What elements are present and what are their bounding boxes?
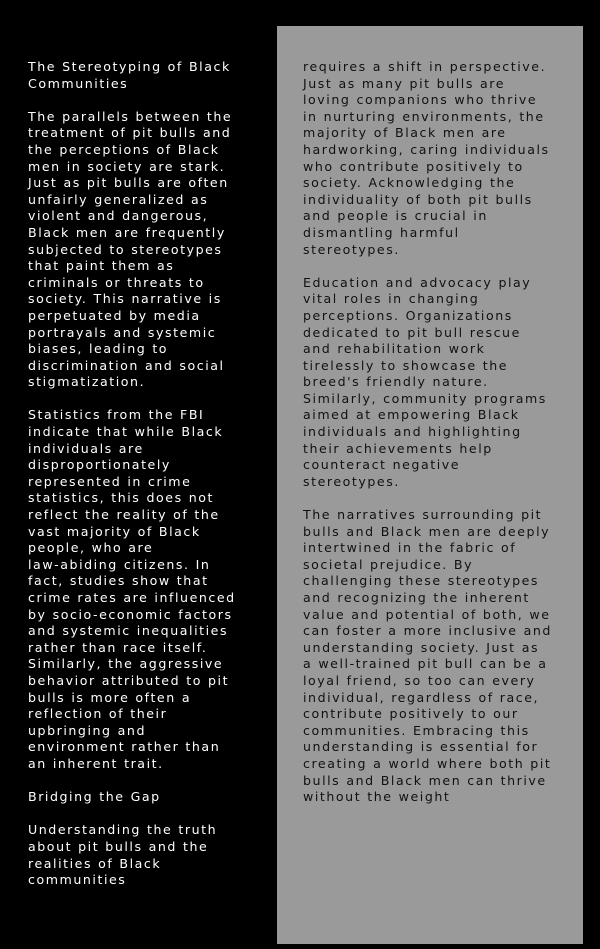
paragraph-parallels: The parallels between the treatment of pit bulls and the perceptions of Black men in society are stark. Just as pit bulls are often unfairly generalized as violent and dangerous, Black men are frequently subjected to stereotypes that paint them as criminals or threats to society. This narrative is perpetuated by media portrayals and systemic biases, leading to discrimination and social stigmatization.: [28, 108, 233, 390]
left-column: [28, 59, 268, 905]
paragraph-understanding: Understanding the truth about pit bulls and the realities of Black communities: [28, 822, 218, 888]
right-column: [303, 59, 586, 822]
paragraph-shift-in-perspective: requires a shift in perspective. Just as many pit bulls are loving companions who thrive in nurturing environments, the majority of Black men are hardworking, caring individuals who contribute positively to society. Acknowledging the individuality of both pit bulls and people is crucial in dismantling harmful stereotypes.: [303, 59, 550, 257]
section-heading-bridging-the-gap: Bridging the Gap: [28, 789, 161, 805]
paragraph-narratives: The narratives surrounding pit bulls and Black men are deeply intertwined in the fabric of societal prejudice. By challenging these stereotypes and recognizing the inherent value and potential of both, we can foster a more inclusive and understanding society. Just as a well-trained pit bull can be a loyal friend, so too can every individual, regardless of race, contribute positively to our communities. Embracing this understanding is essential for creating a world where both pit bulls and Black men can thrive without the weight: [303, 507, 552, 805]
paragraph-education-advocacy: Education and advocacy play vital roles in changing perceptions. Organizations dedicated to pit bull rescue and rehabilitation work tirelessly to showcase the breed's friendly nature. Similarly, community programs aimed at empowering Black individuals and highlighting their achievements help counteract negative stereotypes.: [303, 274, 547, 489]
paragraph-statistics: Statistics from the FBI indicate that while Black individuals are disproportionately represented in crime statistics, this does not reflect the reality of the vast majority of Black people, who are law-abiding citizens. In fact, studies show that crime rates are influenced by socio-economic factors and systemic inequalities rather than race itself. Similarly, the aggressive behavior attributed to pit bulls is more often a reflection of their upbringing and environment rather than an inherent trait.: [28, 407, 236, 771]
section-title: The Stereotyping of Black Communities: [28, 59, 231, 91]
